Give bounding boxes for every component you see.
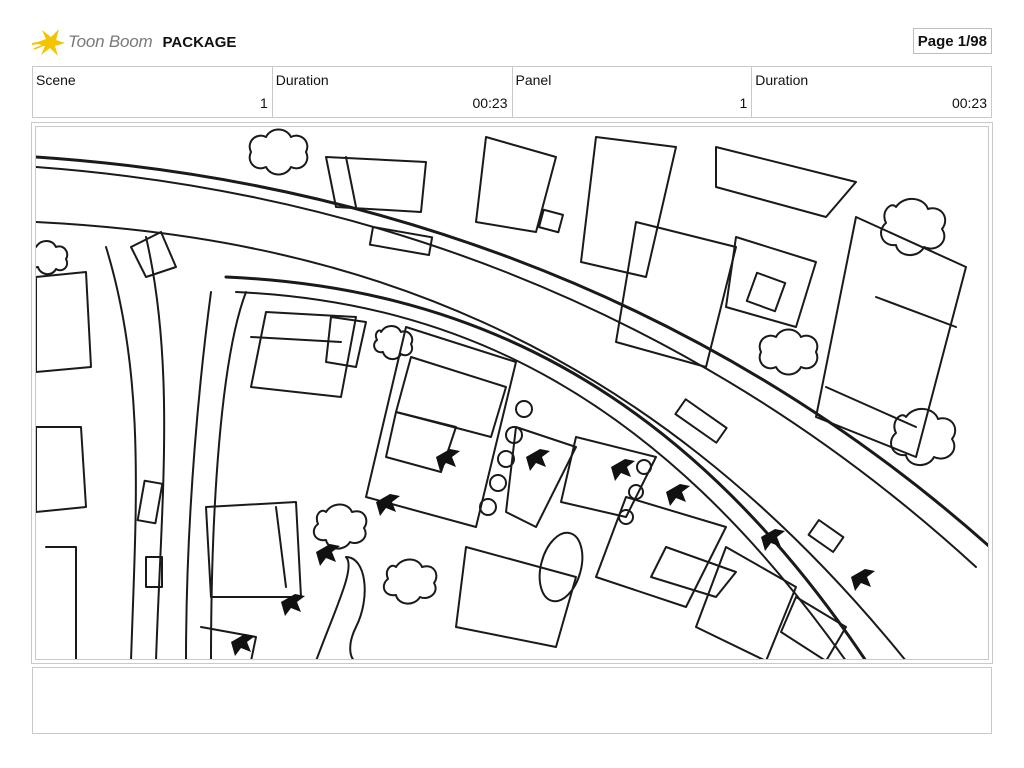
- storyboard-sketch-icon: [36, 127, 989, 660]
- panel-duration-label: Duration: [755, 72, 809, 88]
- scene-cell: [33, 67, 273, 117]
- panel-duration-cell: [752, 67, 991, 117]
- scene-label: Scene: [36, 72, 76, 88]
- logo-text: Toon Boom: [68, 32, 153, 51]
- scene-duration-label: Duration: [275, 72, 329, 88]
- panel-notes-box[interactable]: [32, 667, 992, 734]
- page-header: [32, 26, 992, 58]
- scene-value: 1: [259, 95, 268, 111]
- panel-cell: [513, 67, 753, 117]
- storyboard-panel-frame: [31, 122, 993, 664]
- document-title: PACKAGE: [162, 33, 237, 51]
- panel-value: 1: [739, 95, 748, 111]
- storyboard-panel-image[interactable]: [35, 126, 989, 660]
- logo: [32, 26, 236, 58]
- panel-label: Panel: [515, 72, 552, 88]
- toon-boom-star-icon: [32, 26, 66, 58]
- panel-duration-value: 00:23: [951, 95, 987, 111]
- scene-duration-value: 00:23: [472, 95, 508, 111]
- scene-duration-cell: [273, 67, 513, 117]
- panel-info-row: [32, 66, 992, 118]
- page-indicator: Page 1/98: [913, 28, 992, 54]
